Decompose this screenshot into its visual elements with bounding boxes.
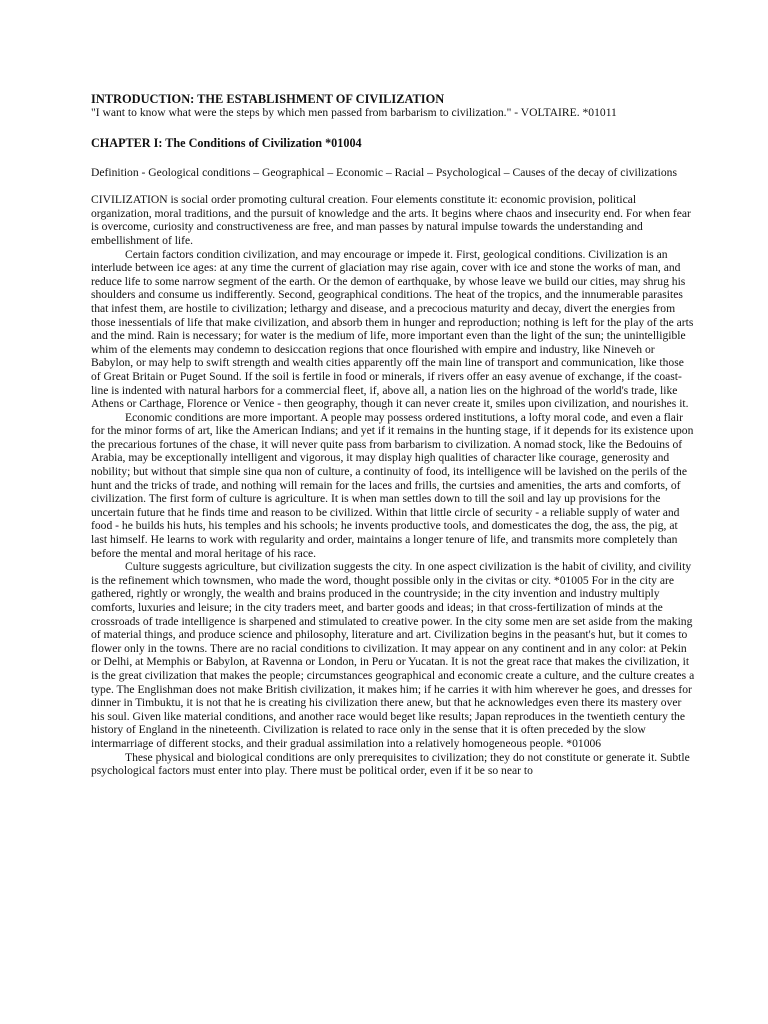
body-paragraph-2: Certain factors condition civilization, and may encourage or impede it. First, geological conditions. Civilization is an interlude between ice ages: at any time the current of glaciation may rise again, cover with ice and stone the works of man, and reduce life to some narrow segment of the earth. Or the demon of earthquake, by whose leave we build our cities, may shrug his shoulders and consume us indifferently. Second, geographical conditions. The heat of the tropics, and the innumerable parasites that infest them, are hostile to civilization; lethargy and disease, and a precocious maturity and decay, divert the energies from those inessentials of life that make civilization, and absorb them in hunger and reproduction; nothing is left for the play of the arts and the mind. Rain is necessary; for water is the medium of life, more important even than the light of the sun; the unintelligible whim of the elements may condemn to desiccation regions that once flourished with empire and industry, like Nineveh or Babylon, or may help to swift strength and wealth cities apparently off the main line of transport and communication, like those of Great Britain or Puget Sound. If the soil is fertile in food or minerals, if rivers offer an easy avenue of exchange, if the coast-line is indented with natural harbors for a commercial fleet, if, above all, a nation lies on the highroad of the world's trade, like Athens or Carthage, Florence or Venice - then geography, though it can never create it, smiles upon civilization, and nourishes it.: [91, 247, 694, 411]
body-paragraph-1: CIVILIZATION is social order promoting cultural creation. Four elements constitute it: economic provision, political organization, moral traditions, and the pursuit of knowledge and the arts. It begins where chaos and insecurity end. For when fear is overcome, curiosity and constructiveness are free, and man passes by natural impulse towards the understanding and embellishment of life.: [91, 193, 691, 247]
body-paragraph-4: Culture suggests agriculture, but civilization suggests the city. In one aspect civilization is the habit of civility, and civility is the refinement which townsmen, who made the word, thought possible only in the civitas or city. *01005 For in the city are gathered, rightly or wrongly, the wealth and brains produced in the countryside; in the city invention and industry multiply comforts, luxuries and leisure; in the city traders meet, and barter goods and ideas; in that cross-fertilization of minds at the crossroads of trade intelligence is sharpened and stimulated to creative power. In the city some men are set aside from the making of material things, and produce science and philosophy, literature and art. Civilization begins in the peasant's hut, but it comes to flower only in the towns. There are no racial conditions to civilization. It may appear on any continent and in any color: at Pekin or Delhi, at Memphis or Babylon, at Ravenna or London, in Peru or Yucatan. It is not the great race that makes the civilization, it is the great civilization that makes the people; circumstances geographical and economic create a culture, and the culture creates a type. The Englishman does not make British civilization, it makes him; if he carries it with him wherever he goes, and dresses for dinner in Timbuktu, it is not that he is creating his civilization there anew, but that he acknowledges even there its mastery over his soul. Given like material conditions, and another race would beget like results; Japan reproduces in the twentieth century the history of England in the nineteenth. Civilization is related to race only in the sense that it is often preceded by the slow intermarriage of different stocks, and their gradual assimilation into a relatively homogeneous people. *01006: [91, 560, 695, 750]
voltaire-epigraph: "I want to know what were the steps by which men passed from barbarism to civilization." - VOLTAIRE. *01011: [91, 106, 617, 119]
body-paragraph-3: Economic conditions are more important. A people may possess ordered institutions, a lofty moral code, and even a flair for the minor forms of art, like the American Indians; and yet if it remains in the hunting stage, if it depends for its existence upon the precarious fortunes of the chase, it will never quite pass from barbarism to civilization. A nomad stock, like the Bedouins of Arabia, may be exceptionally intelligent and vigorous, it may display high qualities of character like courage, generosity and nobility; but without that simple sine qua non of culture, a continuity of food, its intelligence will be lavished on the perils of the hunt and the tricks of trade, and nothing will remain for the laces and frills, the curtsies and amenities, the arts and comforts, of civilization. The first form of culture is agriculture. It is when man settles down to till the soil and lay up provisions for the uncertain future that he finds time and reason to be civilized. Within that little circle of security - a reliable supply of water and food - he builds his huts, his temples and his schools; he invents productive tools, and domesticates the dog, the ass, the pig, at last himself. He learns to work with regularity and order, maintains a longer tenure of life, and transmits more completely than before the mental and moral heritage of his race.: [91, 410, 694, 560]
document-page: [91, 92, 695, 778]
body-paragraph-5: These physical and biological conditions are only prerequisites to civilization; they do not constitute or generate it. Subtle psychological factors must enter into play. There must be political order, even if it be so near to: [91, 750, 690, 778]
chapter-title: CHAPTER I: The Conditions of Civilization *01004: [91, 135, 362, 150]
introduction-title: INTRODUCTION: THE ESTABLISHMENT OF CIVILIZATION: [91, 92, 445, 106]
chapter-definition: Definition - Geological conditions – Geographical – Economic – Racial – Psychological – Causes of the decay of civilizations: [91, 165, 677, 179]
